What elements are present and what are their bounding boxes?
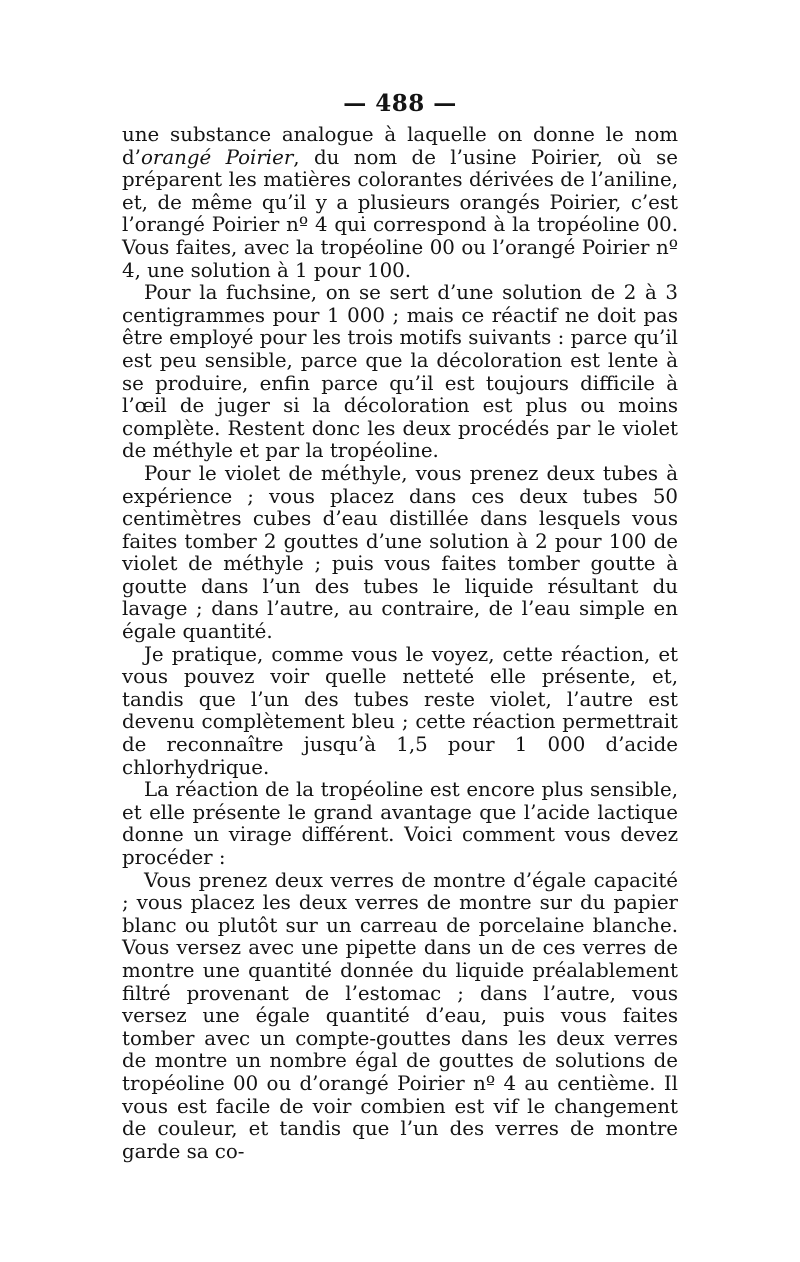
text-segment: Pour la fuchsine, on se sert d’une solution de 2 à 3 centigrammes pour 1 000 ; mais ce réactif ne doit pas être employé pour les trois motifs suivants : parce qu’il est peu sensible, parce que la décoloration est lente à se produire, enfin parce qu’il est toujours difficile à l’œil de juger si la décoloration est plus ou moins complète. Restent donc les deux procédés par le violet de méthyle et par la tropéoline. <box>122 281 678 463</box>
text-segment: La réaction de la tropéoline est encore plus sensible, et elle présente le grand avantage que l’acide lactique donne un virage différent. Voici comment vous devez procéder : <box>122 778 678 869</box>
text-segment: une substance analogue à laquelle on donne le nom d’ <box>122 123 678 169</box>
paragraph-3 <box>122 463 678 644</box>
paragraph-1 <box>122 124 678 282</box>
paragraph-6 <box>122 870 678 1164</box>
paragraph-4 <box>122 644 678 780</box>
page-number: — 488 — <box>343 90 457 117</box>
text-segment: Vous prenez deux verres de montre d’égale capacité ; vous placez les deux verres de montre sur du papier blanc ou plutôt sur un carreau de porcelaine blanche. Vous versez avec une pipette dans un de ces verres de montre une quantité donnée du liquide préalablement filtré provenant de l’estomac ; dans l’autre, vous versez une égale quantité d’eau, puis vous faites tomber avec un compte-gouttes dans les deux verres de montre un nombre égal de gouttes de solutions de tropéoline 00 ou d’orangé Poirier nº 4 au centième. Il vous est facile de voir combien est vif le changement de couleur, et tandis que l’un des verres de montre garde sa co- <box>122 868 678 1163</box>
paragraph-2 <box>122 282 678 463</box>
text-segment: , du nom de l’usine Poirier, où se préparent les matières colorantes dérivées de l’aniline, et, de même qu’il y a plusieurs orangés Poirier, c’est l’orangé Poirier nº 4 qui correspond à la tropéoline 00. Vous faites, avec la tropéoline 00 ou l’orangé Poirier nº 4, une solution à 1 pour 100. <box>122 145 678 282</box>
body-text <box>122 124 678 1163</box>
text-segment: Je pratique, comme vous le voyez, cette réaction, et vous pouvez voir quelle netteté elle présente, et, tandis que l’un des tubes reste violet, l’autre est devenu complètement bleu ; cette réaction permettrait de reconnaître jusqu’à 1,5 pour 1 000 d’acide chlorhydrique. <box>122 642 678 779</box>
paragraph-5 <box>122 779 678 869</box>
italic-term: orangé Poirier <box>140 145 294 169</box>
text-segment: Pour le violet de méthyle, vous prenez deux tubes à expérience ; vous placez dans ces deux tubes 50 centimètres cubes d’eau distillée dans lesquels vous faites tomber 2 gouttes d’une solution à 2 pour 100 de violet de méthyle ; puis vous faites tomber goutte à goutte dans l’un des tubes le liquide résultant du lavage ; dans l’autre, au contraire, de l’eau simple en égale quantité. <box>122 461 678 644</box>
